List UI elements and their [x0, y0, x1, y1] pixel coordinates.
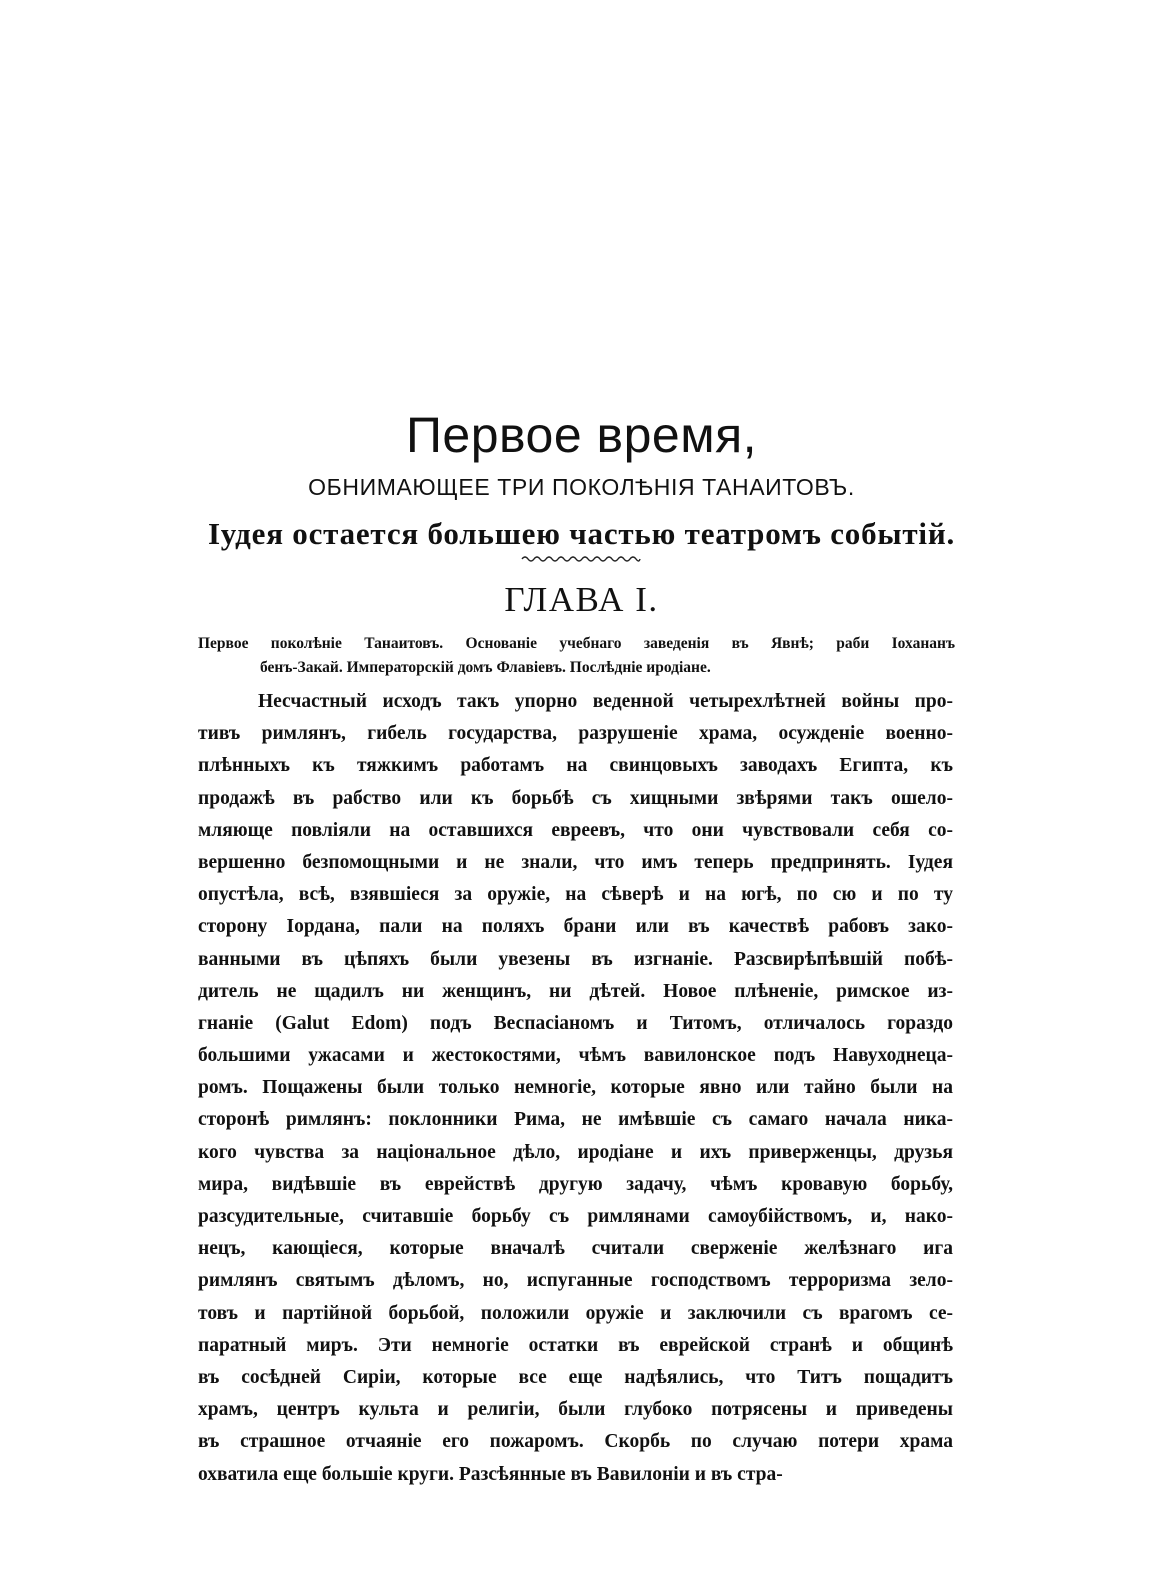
text-line: вершенно безпомощными и не знали, что имъ теперь предпринять. Іудея — [198, 851, 953, 873]
text-line: товъ и партійной борьбой, положили оружіе и заключили съ врагомъ се- — [198, 1302, 953, 1324]
ornament-divider — [520, 553, 642, 565]
text-line: кого чувства за національное дѣло, иродіане и ихъ приверженцы, друзья — [198, 1141, 953, 1163]
text-line: дитель не щадилъ ни женщинъ, ни дѣтей. Новое плѣненіе, римское из- — [198, 980, 953, 1002]
text-line: Несчастный исходъ такъ упорно веденной четырехлѣтней войны про- — [258, 691, 953, 712]
text-line: въ сосѣдней Сиріи, которые все еще надѣялись, что Титъ пощадитъ — [198, 1366, 953, 1388]
text-line: охватила еще большіе круги. Разсѣянные въ Вавилоніи и въ стра- — [198, 1463, 783, 1485]
text-line: плѣнныхъ къ тяжкимъ работамъ на свинцовыхъ заводахъ Египта, къ — [198, 755, 953, 777]
section-tagline: Іудея остается большею частью театромъ событій. — [207, 516, 956, 551]
body-text — [198, 686, 953, 1491]
text-line: ромъ. Пощажены были только немногіе, которые явно или тайно были на — [198, 1077, 953, 1099]
chapter-heading: ГЛАВА I. — [504, 580, 659, 619]
text-line: паратный миръ. Эти немногіе остатки въ еврейской странѣ и общинѣ — [198, 1334, 953, 1356]
text-line: сторону Іордана, пали на поляхъ брани или въ качествѣ рабовъ зако- — [198, 916, 953, 938]
text-line: продажѣ въ рабство или къ борьбѣ съ хищными звѣрями такъ ошело- — [198, 787, 953, 809]
text-line: въ страшное отчаяніе его пожаромъ. Скорбь по случаю потери храма — [198, 1431, 953, 1453]
summary-line: Первое поколѣніе Танаитовъ. Основаніе учебнаго заведенія въ Явнѣ; раби Іохананъ — [198, 635, 955, 652]
text-line: гнаніе (Galut Edom) подъ Веспасіаномъ и Титомъ, отличалось гораздо — [198, 1012, 953, 1034]
text-line: ванными въ цѣпяхъ были увезены въ изгнаніе. Разсвирѣпѣвшій побѣ- — [198, 948, 953, 970]
text-line: большими ужасами и жестокостями, чѣмъ вавилонское подъ Навуходнеца- — [198, 1045, 953, 1067]
text-line: мляюще повліяли на оставшихся евреевъ, что они чувствовали себя со- — [198, 819, 953, 841]
text-line: нецъ, кающіеся, которые вначалѣ считали сверженіе желѣзнаго ига — [198, 1238, 953, 1260]
text-line: храмъ, центръ культа и религіи, были глубоко потрясены и приведены — [198, 1399, 953, 1421]
section-subtitle: ОБНИМАЮЩЕЕ ТРИ ПОКОЛѢНІЯ ТАНАИТОВЪ. — [308, 474, 855, 500]
text-line: опустѣла, всѣ, взявшіеся за оружіе, на сѣверѣ и на югѣ, по сю и по ту — [198, 884, 953, 906]
summary-line: бенъ-Закай. Императорскій домъ Флавіевъ. Послѣдніе иродіане. — [260, 659, 711, 676]
text-line: тивъ римлянъ, гибель государства, разрушеніе храма, осужденіе военно- — [198, 723, 953, 745]
chapter-summary — [198, 632, 955, 680]
text-line: разсудительные, считавшіе борьбу съ римлянами самоубійствомъ, и, нако- — [198, 1206, 953, 1227]
text-line: мира, видѣвшіе въ еврействѣ другую задачу, чѣмъ кровавую борьбу, — [198, 1173, 953, 1195]
section-title: Первое время, — [405, 407, 758, 463]
text-line: сторонѣ римлянъ: поклонники Рима, не имѣвшіе съ самаго начала ника- — [198, 1109, 953, 1131]
text-line: римлянъ святымъ дѣломъ, но, испуганные господствомъ терроризма зело- — [198, 1270, 953, 1292]
